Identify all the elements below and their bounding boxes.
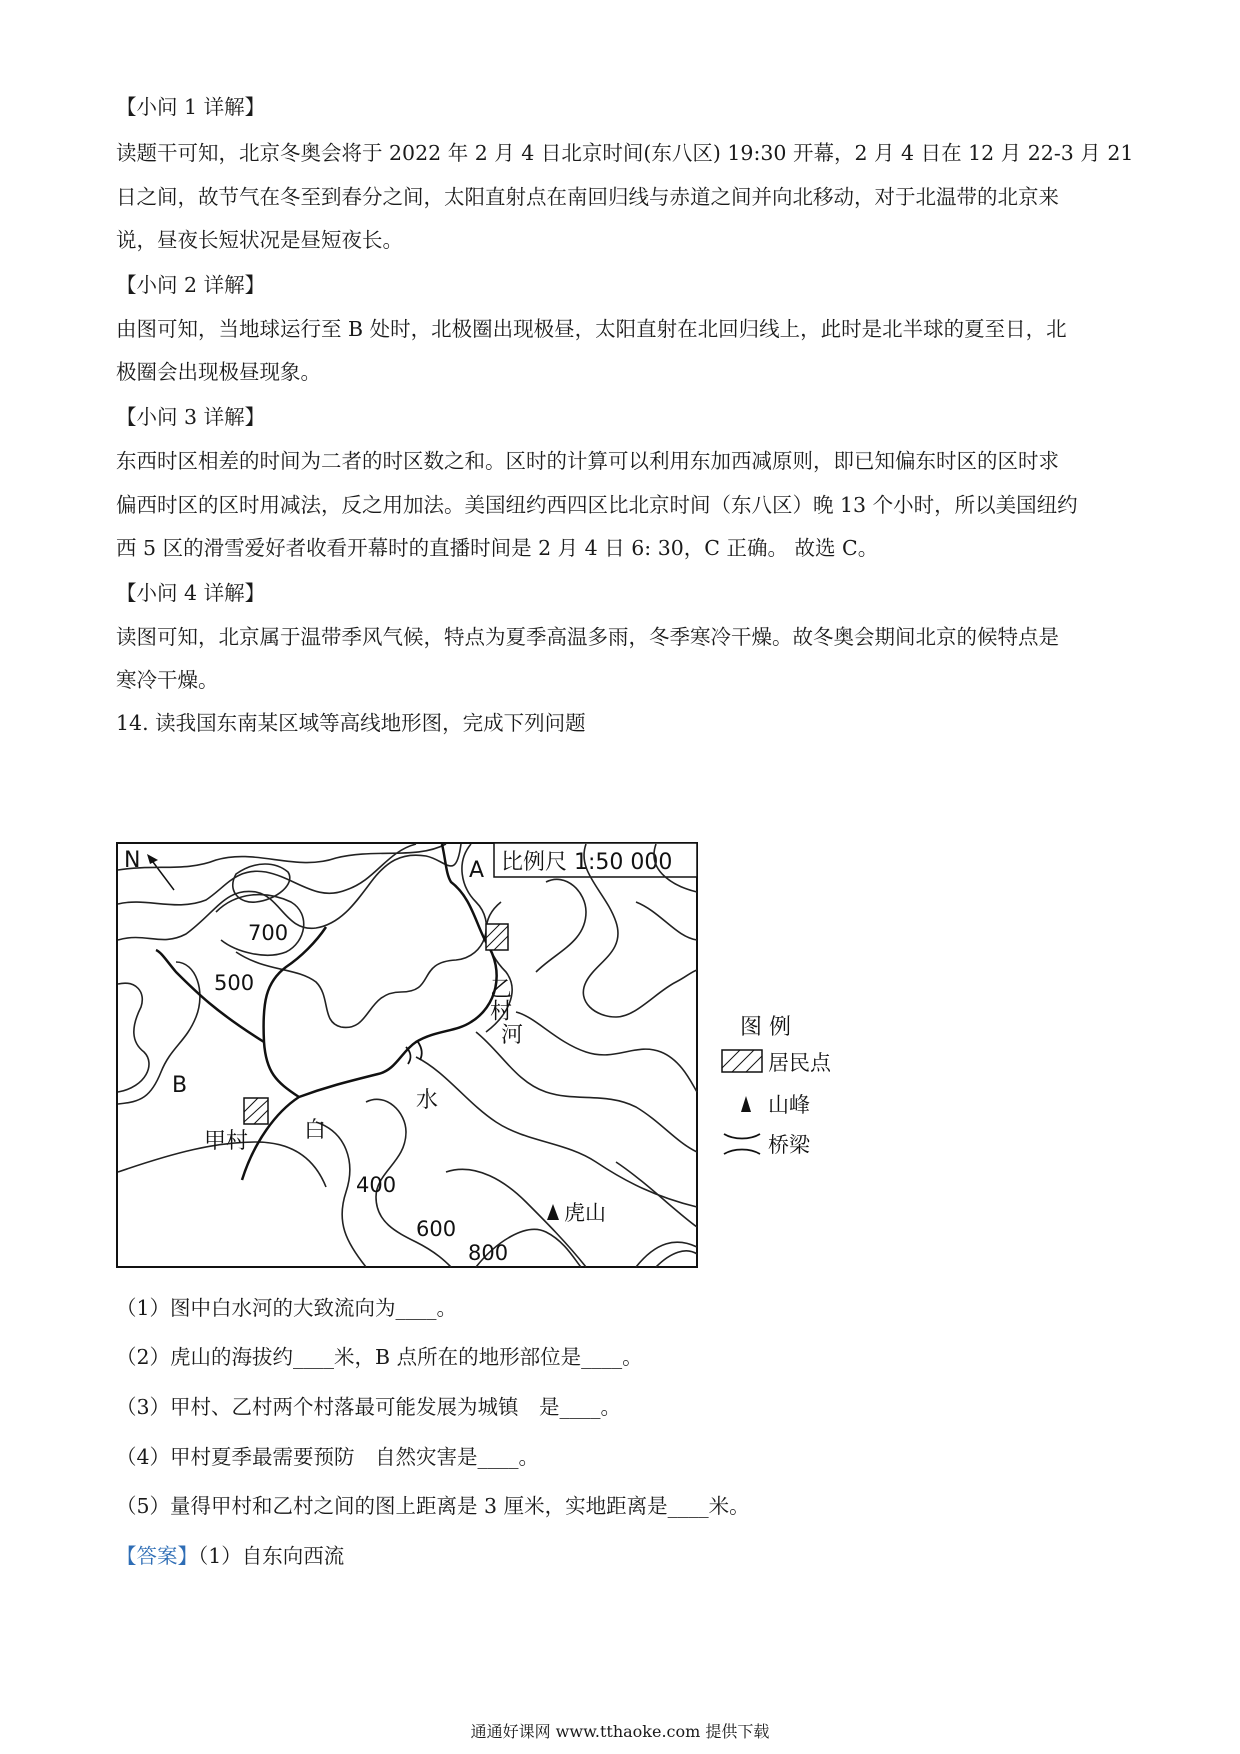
answer-tag: 【答案】 [116,1544,198,1568]
contour-label-500: 500 [214,971,255,995]
legend-settlement-label: 居民点 [768,1051,831,1075]
village-yi-label: 乙村 [486,977,512,1021]
north-label: N [124,848,141,873]
section-4-line-1: 读图可知，北京属于温带季风气候，特点为夏季高温多雨，冬季寒冷干燥。故冬奥会期间北京的候特点是 [116,625,1059,649]
section-3-line-1: 东西时区相差的时间为二者的时区数之和。区时的计算可以利用东加西减原则，即已知偏东时区的区时求 [116,449,1059,473]
section-2-line-2: 极圈会出现极昼现象。 [116,360,321,384]
point-b-label: B [172,1073,188,1098]
section-4-line-2: 寒冷干燥。 [116,668,219,692]
contour-label-800: 800 [468,1241,509,1265]
legend-peak-label: 山峰 [768,1093,810,1117]
section-2-header: 【小问 2 详解】 [116,273,266,297]
village-jia-label: 甲村 [204,1129,249,1154]
answer-line [116,1542,344,1570]
contour-label-700: 700 [248,921,289,945]
legend-bridge-label: 桥梁 [768,1133,810,1157]
scale-label: 比例尺 1:50 000 [501,850,673,875]
section-4-header: 【小问 4 详解】 [116,581,266,605]
section-3-line-2: 偏西时区的区时用减法，反之用加法。美国纽约西四区比北京时间（东八区）晚 13 个小时，所以美国纽约 [116,493,1078,517]
subquestion-3: （3）甲村、乙村两个村落最可能发展为城镇 是____。 [116,1395,622,1419]
contour-map [116,842,698,1268]
map-legend [720,1010,860,1170]
answer-text: （1）自东向西流 [198,1544,345,1568]
legend-title: 图 例 [740,1015,791,1040]
legend-peak-icon [741,1096,751,1112]
section-3-header: 【小问 3 详解】 [116,405,266,429]
section-1-header: 【小问 1 详解】 [116,95,266,119]
peak-label: 虎山 [564,1201,606,1225]
section-1-line-3: 说，昼夜长短状况是昼短夜长。 [116,228,403,252]
river-label-1: 河 [501,1023,524,1048]
river-label-2: 水 [416,1088,439,1113]
point-a-label: A [469,858,485,883]
subquestion-1: （1）图中白水河的大致流向为____。 [116,1296,458,1320]
footer-credit: 通通好课网 www.tthaoke.com 提供下载 [470,1722,770,1741]
legend-settlement-icon [722,1050,762,1072]
section-1-line-2: 日之间，故节气在冬至到春分之间，太阳直射点在南回归线与赤道之间并向北移动，对于北温带的北京来 [116,185,1059,209]
question-stem: 14. 读我国东南某区域等高线地形图，完成下列问题 [116,711,586,735]
river-label-3: 白 [304,1118,327,1143]
section-2-line-1: 由图可知，当地球运行至 B 处时，北极圈出现极昼，太阳直射在北回归线上，此时是北半球的夏至日，北 [116,317,1067,341]
section-3-line-3: 西 5 区的滑雪爱好者收看开幕时的直播时间是 2 月 4 日 6: 30，C 正确。 故选 C。 [116,536,879,560]
contour-label-600: 600 [416,1217,457,1241]
subquestion-4: （4）甲村夏季最需要预防 自然灾害是____。 [116,1445,540,1469]
subquestion-5: （5）量得甲村和乙村之间的图上距离是 3 厘米，实地距离是____米。 [116,1494,750,1518]
legend-bridge-icon [724,1134,760,1154]
contour-label-400: 400 [356,1173,397,1197]
section-1-line-1: 读题干可知，北京冬奥会将于 2022 年 2 月 4 日北京时间(东八区) 19:30 开幕，2 月 4 日在 12 月 22-3 月 21 [116,141,1134,165]
subquestion-2: （2）虎山的海拔约____米，B 点所在的地形部位是____。 [116,1345,643,1369]
